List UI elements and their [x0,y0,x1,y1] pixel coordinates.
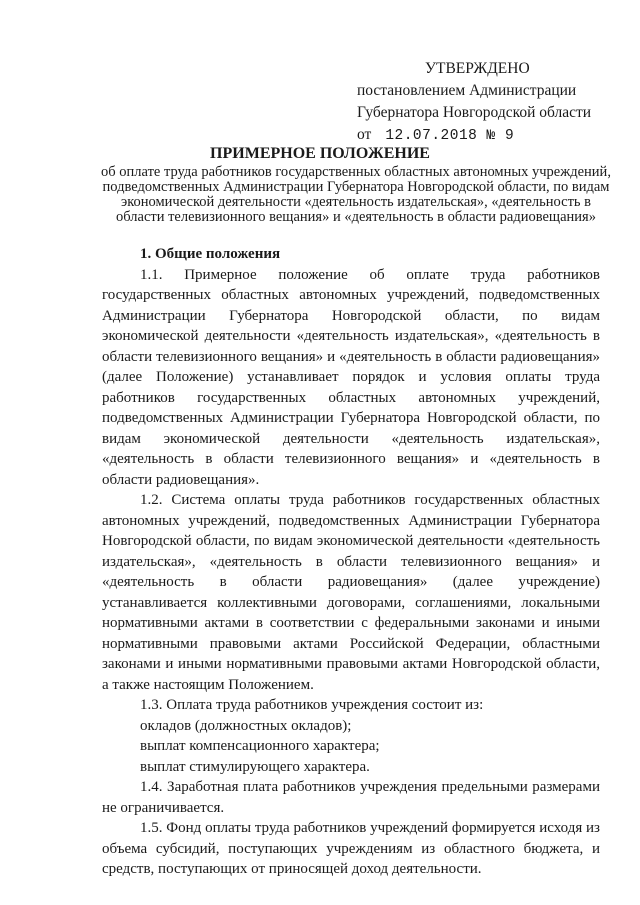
list-item: окладов (должностных окладов); [140,717,352,734]
list-item: выплат стимулирующего характера. [140,758,370,775]
paragraph-1-4: 1.4. Заработная плата работников учреждения предельными размерами не ограничивается. [102,779,600,816]
approval-line-2: Губернатора Новгородской области [357,104,592,121]
paragraph-1-5: 1.5. Фонд оплаты труда работников учреждений формируется исходя из объема субсидий, поступающих учреждениям из областного бюджета, и средств, поступающих от приносящей доход деятельности. [102,820,600,877]
paragraph-1-2: 1.2. Система оплаты труда работников государственных областных автономных учреждений, подведомственных Администрации Губернатора Новгородской области, по видам экономической деятельности «деятельность издательская», «деятельность в области телевизионного вещания» и «деятельность в области радиовещания» (далее учреждение) устанавливается коллективными договорами, соглашениями, локальными нормативными актами в соответствии с федеральными законами и иными нормативными правовыми актами Российской Федерации, областными законами и иными нормативными правовыми актами Новгородской области, а также настоящим Положением. [102,492,600,693]
list-item: выплат компенсационного характера; [140,738,380,754]
approval-line-1: постановлением Администрации [357,82,577,99]
paragraph-1-3: 1.3. Оплата труда работников учреждения состоит из: [140,697,484,713]
approval-heading: УТВЕРЖДЕНО [425,60,530,77]
approval-stamp [357,58,591,147]
section-heading: 1. Общие положения [140,246,281,262]
document-subtitle: об оплате труда работников государственных областных автономных учреждений, подведомственных Администрации Губернатора Новгородской области, по видам экономической деятельности «деятельность издательская», «деятельность в области телевизионного вещания» и «деятельность в области радиовещания» [101,164,611,225]
approval-date-line [357,124,591,147]
paragraph-1-1: 1.1. Примерное положение об оплате труда работников государственных областных автономных учреждений, подведомственных Администрации Губернатора Новгородской области, по видам экономической деятельности «деятельность издательская», «деятельность в области телевизионного вещания» и «деятельность в области радиовещания» (далее Положение) устанавливает порядок и условия оплаты труда работников государственных областных автономных учреждений, подведомственных Администрации Губернатора Новгородской области, по видам экономической деятельности «деятельность издательская», «деятельность в области телевизионного вещания» и «деятельность в области радиовещания». [102,266,600,488]
approval-date-prefix: от [357,126,372,143]
document-body [102,244,600,880]
document-title: ПРИМЕРНОЕ ПОЛОЖЕНИЕ [210,145,430,162]
approval-date-value: 12.07.2018 № 9 [385,128,515,144]
